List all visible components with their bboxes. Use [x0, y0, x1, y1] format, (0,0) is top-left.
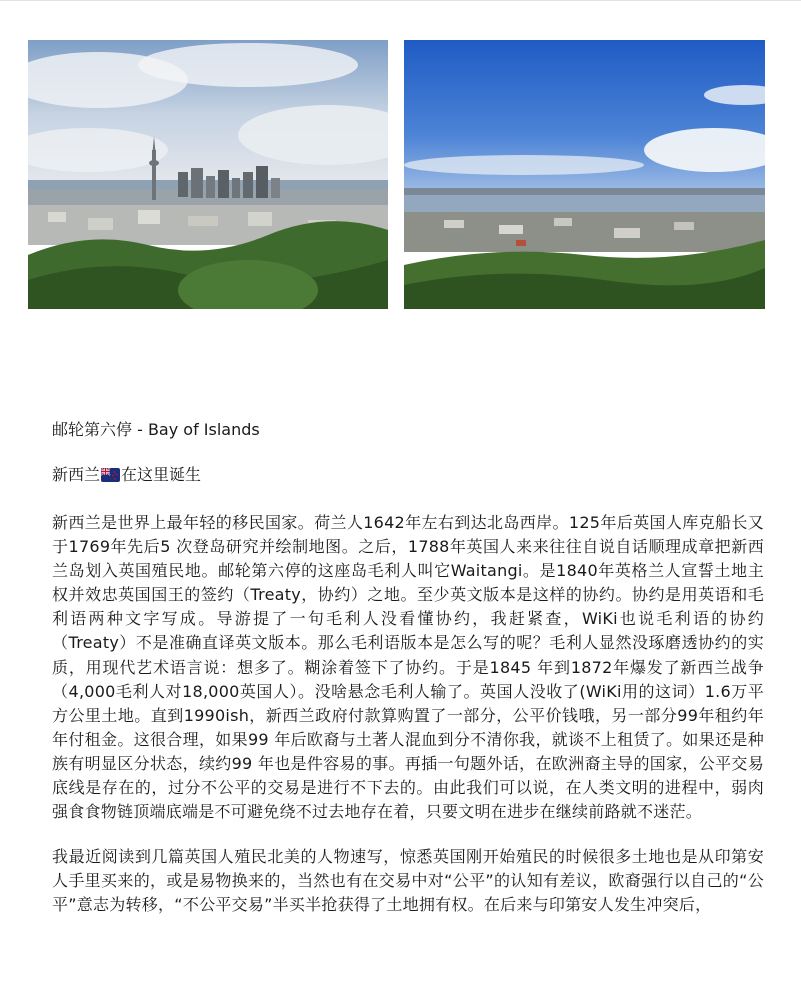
subtitle-suffix: 在这里诞生 — [121, 465, 202, 484]
subtitle-prefix: 新西兰 — [52, 465, 101, 484]
article-paragraph: 我最近阅读到几篇英国人殖民北美的人物速写，惊悉英国刚开始殖民的时候很多土地也是从印第安人手里买来的，或是易物换来的，当然也有在交易中对“公平”的认知有差议，欧裔强行以自己的“公平”意志为转移，“不公平交易”半买半抢获得了土地拥有权。在后来与印第安人发生冲突后， — [52, 847, 764, 915]
city-skyline-photo — [28, 40, 388, 309]
top-divider — [0, 0, 801, 1]
bay-overlook-photo — [404, 40, 765, 309]
article — [52, 418, 764, 918]
new-zealand-flag-icon — [101, 465, 120, 489]
article-paragraph: 新西兰是世界上最年轻的移民国家。荷兰人1642年左右到达北岛西岸。125年后英国人库克船长又于1769年先后5 次登岛研究并绘制地图。之后，1788年英国人来来往往自说自话顺理成章把新西兰岛划入英国殖民地。邮轮第六停的这座岛毛利人叫它Waitangi。是1840年英格兰人宣誓土地主权并效忠英国国王的签约（Treaty，协约）之地。至少英文版本是这样的协约。协约是用英语和毛利语两种文字写成。导游提了一句毛利人没看懂协约，我赶紧查，WiKi也说毛利语的协约（Treaty）不是准确直译英文版本。那么毛利语版本是怎么写的呢？毛利人显然没琢磨透协约的实质，用现代艺术语言说：想多了。糊涂着签下了协约。于是1845 年到1872年爆发了新西兰战争（4,000毛利人对18,000英国人）。没啥悬念毛利人输了。英国人没收了(WiKi用的这词）1.6万平方公里土地。直到1990ish，新西兰政府付款算购置了一部分，公平价钱哦，另一部分99年租约年年付租金。这很合理，如果99 年后欧裔与土著人混血到分不清你我，就谈不上租赁了。如果还是种族有明显区分状态，续约99 年也是件容易的事。再插一句题外话，在欧洲裔主导的国家，公平交易底线是存在的，过分不公平的交易是进行不下去的。由此我们可以说，在人类文明的进程中，弱肉强食食物链顶端底端是不可避免绕不过去地存在着，只要文明在进步在继续前路就不迷茫。 — [52, 513, 764, 822]
article-subtitle — [52, 463, 764, 489]
article-title: 邮轮第六停 - Bay of Islands — [52, 420, 260, 439]
